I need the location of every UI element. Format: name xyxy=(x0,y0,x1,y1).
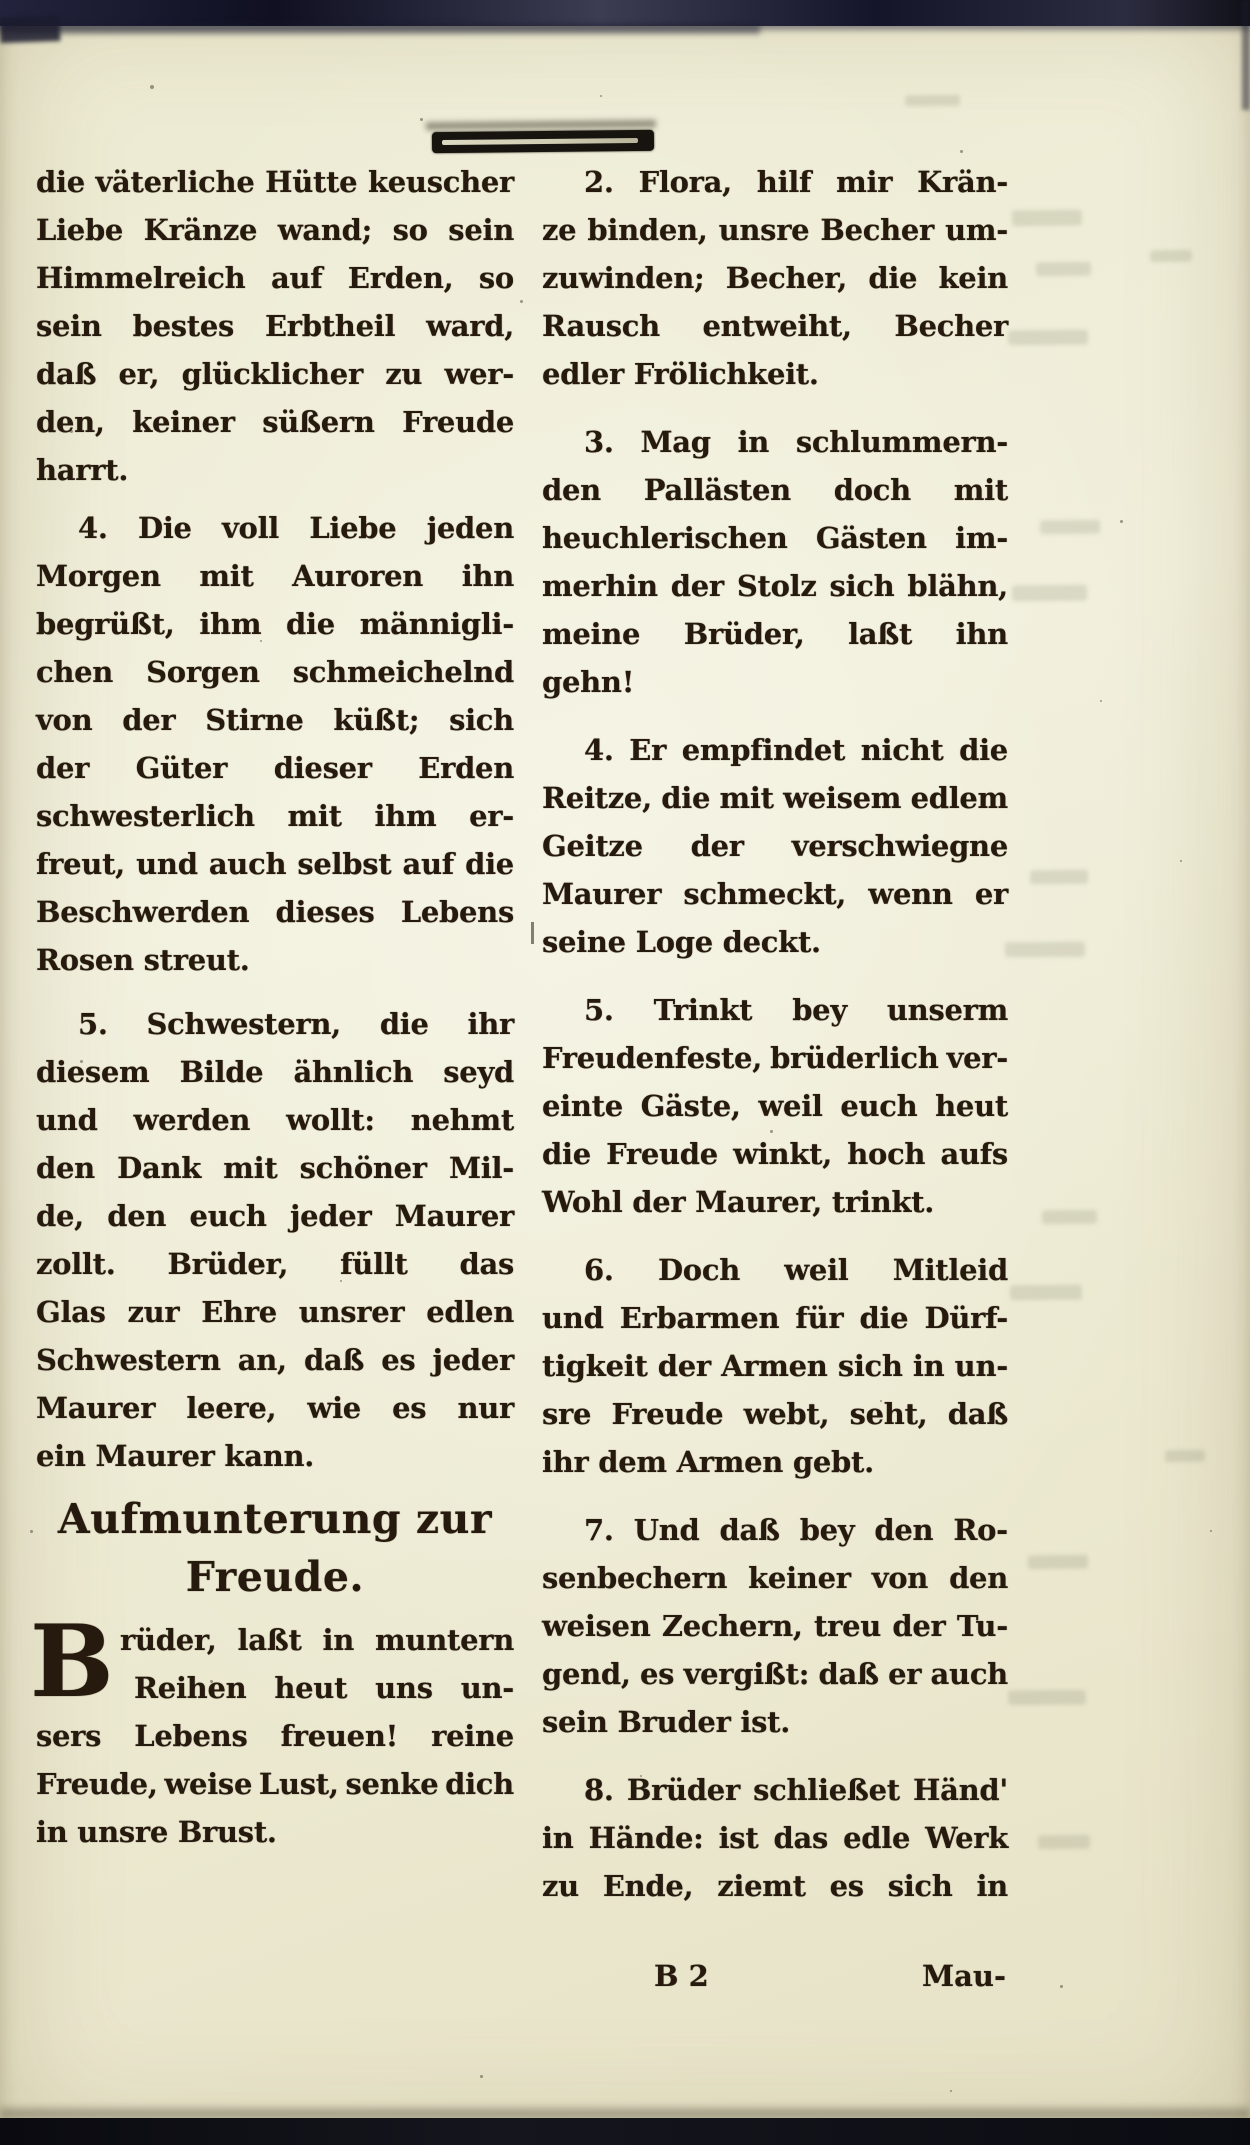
text-line: harrt. xyxy=(36,453,129,487)
bleed-through-mark xyxy=(1038,1835,1090,1849)
text-line: Wohl der Maurer, trinkt. xyxy=(542,1185,935,1219)
text-line: gend, es vergißt: daß er auch xyxy=(542,1657,1008,1691)
bleed-through-mark xyxy=(1042,1210,1097,1224)
bleed-through-mark xyxy=(1005,942,1085,958)
paper-speck xyxy=(960,150,963,153)
heading-line: Freude. xyxy=(185,1553,365,1601)
bleed-through-mark xyxy=(1030,870,1088,885)
text-line: Freudenfeste, brüderlich ver- xyxy=(542,1041,1008,1075)
signature-mark: B 2 xyxy=(654,1959,709,1993)
text-line: 7. Und daß bey den Ro- xyxy=(584,1513,1008,1547)
paper-speck xyxy=(1120,520,1123,523)
bleed-through-mark xyxy=(1010,1285,1082,1301)
ink-stray-mark xyxy=(531,922,534,944)
text-line: Maurer leere, wie es nur xyxy=(36,1391,514,1425)
paragraph xyxy=(542,1246,1008,1486)
text-line: den, keiner süßern Freude xyxy=(36,405,514,439)
text-line: daß er, glücklicher zu wer- xyxy=(36,357,514,391)
scan-edge-left xyxy=(0,15,60,43)
text-line: 6. Doch weil Mitleid xyxy=(584,1253,1008,1287)
text-line: seine Loge deckt. xyxy=(542,925,821,959)
text-line: Maurer schmeckt, wenn er xyxy=(542,877,1008,911)
bleed-through-mark xyxy=(1036,262,1091,276)
heading-line: Aufmunterung zur xyxy=(57,1495,493,1543)
printers-rule-ornament xyxy=(432,130,654,153)
paragraph xyxy=(36,158,514,494)
catchword: Mau- xyxy=(921,1959,1006,1993)
text-line: ihr dem Armen gebt. xyxy=(542,1445,874,1479)
scan-edge-bottom xyxy=(0,2118,1250,2145)
text-line: ze binden, unsre Becher um- xyxy=(542,213,1008,247)
text-line: 4. Er empfindet nicht die xyxy=(584,733,1008,767)
text-line: in Hände: ist das edle Werk xyxy=(542,1821,1008,1855)
text-line: edler Frölichkeit. xyxy=(542,357,819,391)
text-line: 5. Schwestern, die ihr xyxy=(78,1007,514,1041)
scan-edge-right xyxy=(1242,0,1250,110)
text-line: den Dank mit schöner Mil- xyxy=(36,1151,514,1185)
text-line: weisen Zechern, treu der Tu- xyxy=(542,1609,1008,1643)
paper-speck xyxy=(1180,860,1182,862)
text-line: zu Ende, ziemt es sich in xyxy=(542,1869,1008,1903)
text-column-right xyxy=(542,158,1008,1910)
text-line: zollt. Brüder, füllt das xyxy=(36,1247,514,1281)
text-line: rüder, laßt in muntern xyxy=(120,1623,514,1657)
text-line: heuchlerischen Gästen im- xyxy=(542,521,1008,555)
text-line: die Freude winkt, hoch aufs xyxy=(542,1137,1008,1171)
bleed-through-mark xyxy=(1150,250,1192,262)
paper-speck xyxy=(480,2075,483,2078)
text-line: gehn! xyxy=(542,665,635,699)
paper-speck xyxy=(520,300,523,303)
text-line: den Pallästen doch mit xyxy=(542,473,1008,507)
text-line: diesem Bilde ähnlich seyd xyxy=(36,1055,514,1089)
text-line: 3. Mag in schlummern- xyxy=(584,425,1008,459)
text-line: sein bestes Erbtheil ward, xyxy=(36,309,514,343)
page-footer xyxy=(542,1952,1008,2000)
text-line: Liebe Kränze wand; so sein xyxy=(36,213,514,247)
text-line: Glas zur Ehre unsrer edlen xyxy=(36,1295,514,1329)
paper-speck xyxy=(600,95,602,97)
paper-speck xyxy=(340,1280,342,1282)
text-line: Morgen mit Auroren ihn xyxy=(36,559,514,593)
text-line: chen Sorgen schmeichelnd xyxy=(36,655,514,689)
text-line: 2. Flora, hilf mir Krän- xyxy=(584,165,1008,199)
text-line: senbechern keiner von den xyxy=(542,1561,1008,1595)
text-line: 5. Trinkt bey unserm xyxy=(584,993,1008,1027)
bleed-through-mark xyxy=(1008,1690,1086,1706)
drop-cap-letter: B xyxy=(30,1604,114,1720)
text-line: Schwestern an, daß es jeder xyxy=(36,1343,514,1377)
text-line: einte Gäste, weil euch heut xyxy=(542,1089,1008,1123)
paper-speck xyxy=(880,1400,882,1402)
text-line: Rausch entweiht, Becher xyxy=(542,309,1008,343)
text-line: die väterliche Hütte keuscher xyxy=(36,165,514,199)
paper-speck xyxy=(640,1775,642,1777)
text-line: schwesterlich mit ihm er- xyxy=(36,799,514,833)
paragraph xyxy=(542,158,1008,398)
paper-speck xyxy=(70,430,73,433)
paragraph xyxy=(542,726,1008,966)
paragraph xyxy=(542,986,1008,1226)
text-line: Beschwerden dieses Lebens xyxy=(36,895,514,929)
text-line: tigkeit der Armen sich in un- xyxy=(542,1349,1008,1383)
text-line: meine Brüder, laßt ihn xyxy=(542,617,1008,651)
text-line: sre Freude webt, seht, daß xyxy=(542,1397,1008,1431)
paper-speck xyxy=(260,640,262,642)
text-line: in unsre Brust. xyxy=(36,1815,277,1849)
text-line: Himmelreich auf Erden, so xyxy=(36,261,514,295)
text-line: de, den euch jeder Maurer xyxy=(36,1199,514,1233)
text-line: sein Bruder ist. xyxy=(542,1705,790,1739)
paper-speck xyxy=(770,1130,773,1133)
paper-speck xyxy=(30,1530,33,1533)
bleed-through-mark xyxy=(1008,330,1088,346)
text-line: merhin der Stolz sich blähn, xyxy=(542,569,1008,603)
paragraph xyxy=(30,1604,514,1856)
text-line: 4. Die voll Liebe jeden xyxy=(78,511,514,545)
text-line: ein Maurer kann. xyxy=(36,1439,315,1473)
paper-speck xyxy=(420,118,423,121)
text-line: Reihen heut uns un- xyxy=(134,1671,514,1705)
paragraph xyxy=(542,1766,1008,1910)
bleed-through-mark xyxy=(1012,210,1082,227)
text-line: freut, und auch selbst auf die xyxy=(36,847,514,881)
paper-speck xyxy=(150,85,154,89)
paragraph xyxy=(542,418,1008,706)
paper-speck xyxy=(210,1680,213,1683)
bleed-through-mark xyxy=(1028,1555,1088,1570)
text-line: Rosen streut. xyxy=(36,943,250,977)
paper-speck xyxy=(80,1060,83,1063)
text-line: Reitze, die mit weisem edlem xyxy=(542,781,1008,815)
text-line: von der Stirne küßt; sich xyxy=(36,703,514,737)
paper-speck xyxy=(1100,700,1102,702)
bleed-through-mark xyxy=(1165,1450,1205,1462)
scan-edge-top-shadow xyxy=(0,24,760,34)
text-line: 8. Brüder schließet Händ' xyxy=(584,1773,1008,1807)
paragraph xyxy=(36,1000,514,1480)
text-line: Freude, weise Lust, senke dich xyxy=(36,1767,514,1801)
bleed-through-mark xyxy=(1012,585,1087,602)
text-line: und werden wollt: nehmt xyxy=(36,1103,514,1137)
text-line: Geitze der verschwiegne xyxy=(542,829,1008,863)
text-line: und Erbarmen für die Dürf- xyxy=(542,1301,1008,1335)
text-line: begrüßt, ihm die männigli- xyxy=(36,607,514,641)
paper-speck xyxy=(1060,1985,1063,1988)
scan-edge-top xyxy=(0,0,1250,26)
text-line: sers Lebens freuen! reine xyxy=(36,1719,514,1753)
paragraph xyxy=(36,504,514,984)
text-line: der Güter dieser Erden xyxy=(36,751,514,785)
paragraph xyxy=(542,1506,1008,1746)
text-column-left xyxy=(30,158,514,1856)
paper-speck xyxy=(950,2090,952,2092)
bleed-through-mark xyxy=(1040,520,1100,535)
text-line: zuwinden; Becher, die kein xyxy=(542,261,1008,295)
bleed-through-mark xyxy=(905,95,960,106)
section-heading xyxy=(36,1490,514,1606)
paper-speck xyxy=(900,450,902,452)
paper-speck xyxy=(1210,1530,1212,1532)
